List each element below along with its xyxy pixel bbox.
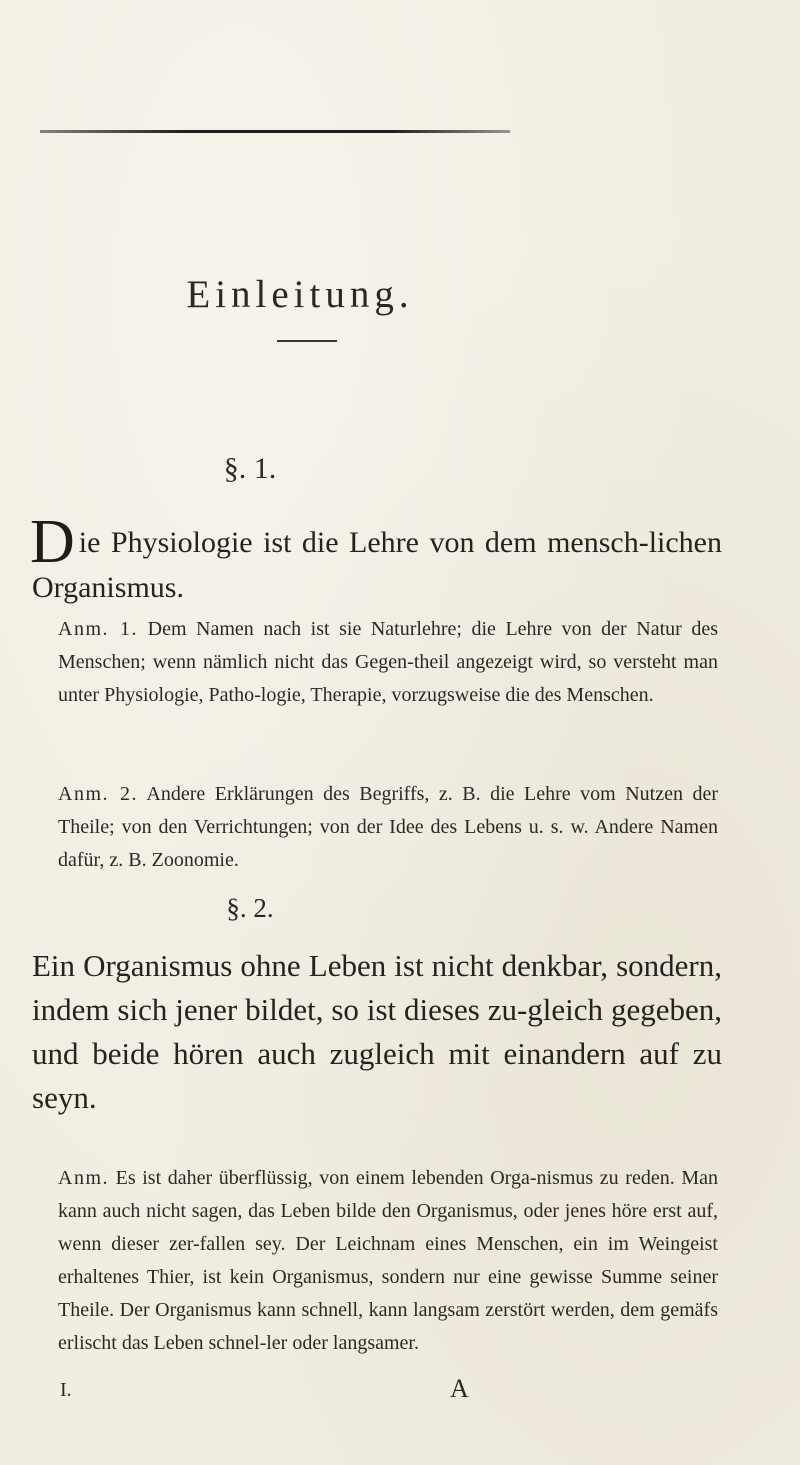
chapter-title: Einleitung. — [186, 273, 414, 316]
note-3 — [58, 1162, 718, 1360]
section-1-body: ie Physiologie ist die Lehre von dem mensch-lichen Organismus. — [32, 526, 722, 604]
note-2 — [58, 778, 718, 877]
section-heading-1: §. 1. — [223, 452, 277, 485]
note-2-label: Anm. 2. — [58, 783, 138, 805]
section-heading-2: §. 2. — [226, 893, 274, 923]
note-1 — [58, 613, 718, 712]
note-3-label: Anm. — [58, 1167, 109, 1189]
note-2-text: Andere Erklärungen des Begriffs, z. B. die Lehre vom Nutzen der Theile; von den Verrichtungen; von der Idee des Lebens u. s. w. Andere Namen dafür, z. B. Zoonomie. — [58, 783, 718, 871]
drop-cap: D — [30, 508, 75, 576]
note-3-text: Es ist daher überflüssig, von einem lebenden Orga-nismus zu reden. Man kann auch nicht sagen, das Leben bilde den Organismus, oder jenes höre erst auf, wenn dieser zer-fallen sey. Der Leichnam eines Menschen, ein im Weingeist erhaltenes Thier, ist kein Organismus, sondern nur eine gewisse Summe seiner Theile. Der Organismus kann schnell, kann langsam zerstört werden, dem gemäfs erlischt das Leben schnel-ler oder langsamer. — [58, 1167, 718, 1354]
top-rule — [40, 130, 510, 133]
note-1-text: Dem Namen nach ist sie Naturlehre; die Lehre von der Natur des Menschen; wenn nämlich nicht das Gegen-theil angezeigt wird, so versteht man unter Physiologie, Patho-logie, Therapie, vorzugsweise die des Menschen. — [58, 618, 719, 706]
section-2-text: Ein Organismus ohne Leben ist nicht denkbar, sondern, indem sich jener bildet, so ist dieses zu-gleich gegeben, und beide hören auch zugleich mit einandern auf zu seyn. — [32, 948, 722, 1115]
section-1-text — [30, 508, 722, 610]
signature-number: I. — [60, 1379, 72, 1401]
note-1-label: Anm. 1. — [58, 618, 139, 640]
signature-letter: A — [450, 1374, 469, 1403]
title-divider — [277, 340, 337, 342]
